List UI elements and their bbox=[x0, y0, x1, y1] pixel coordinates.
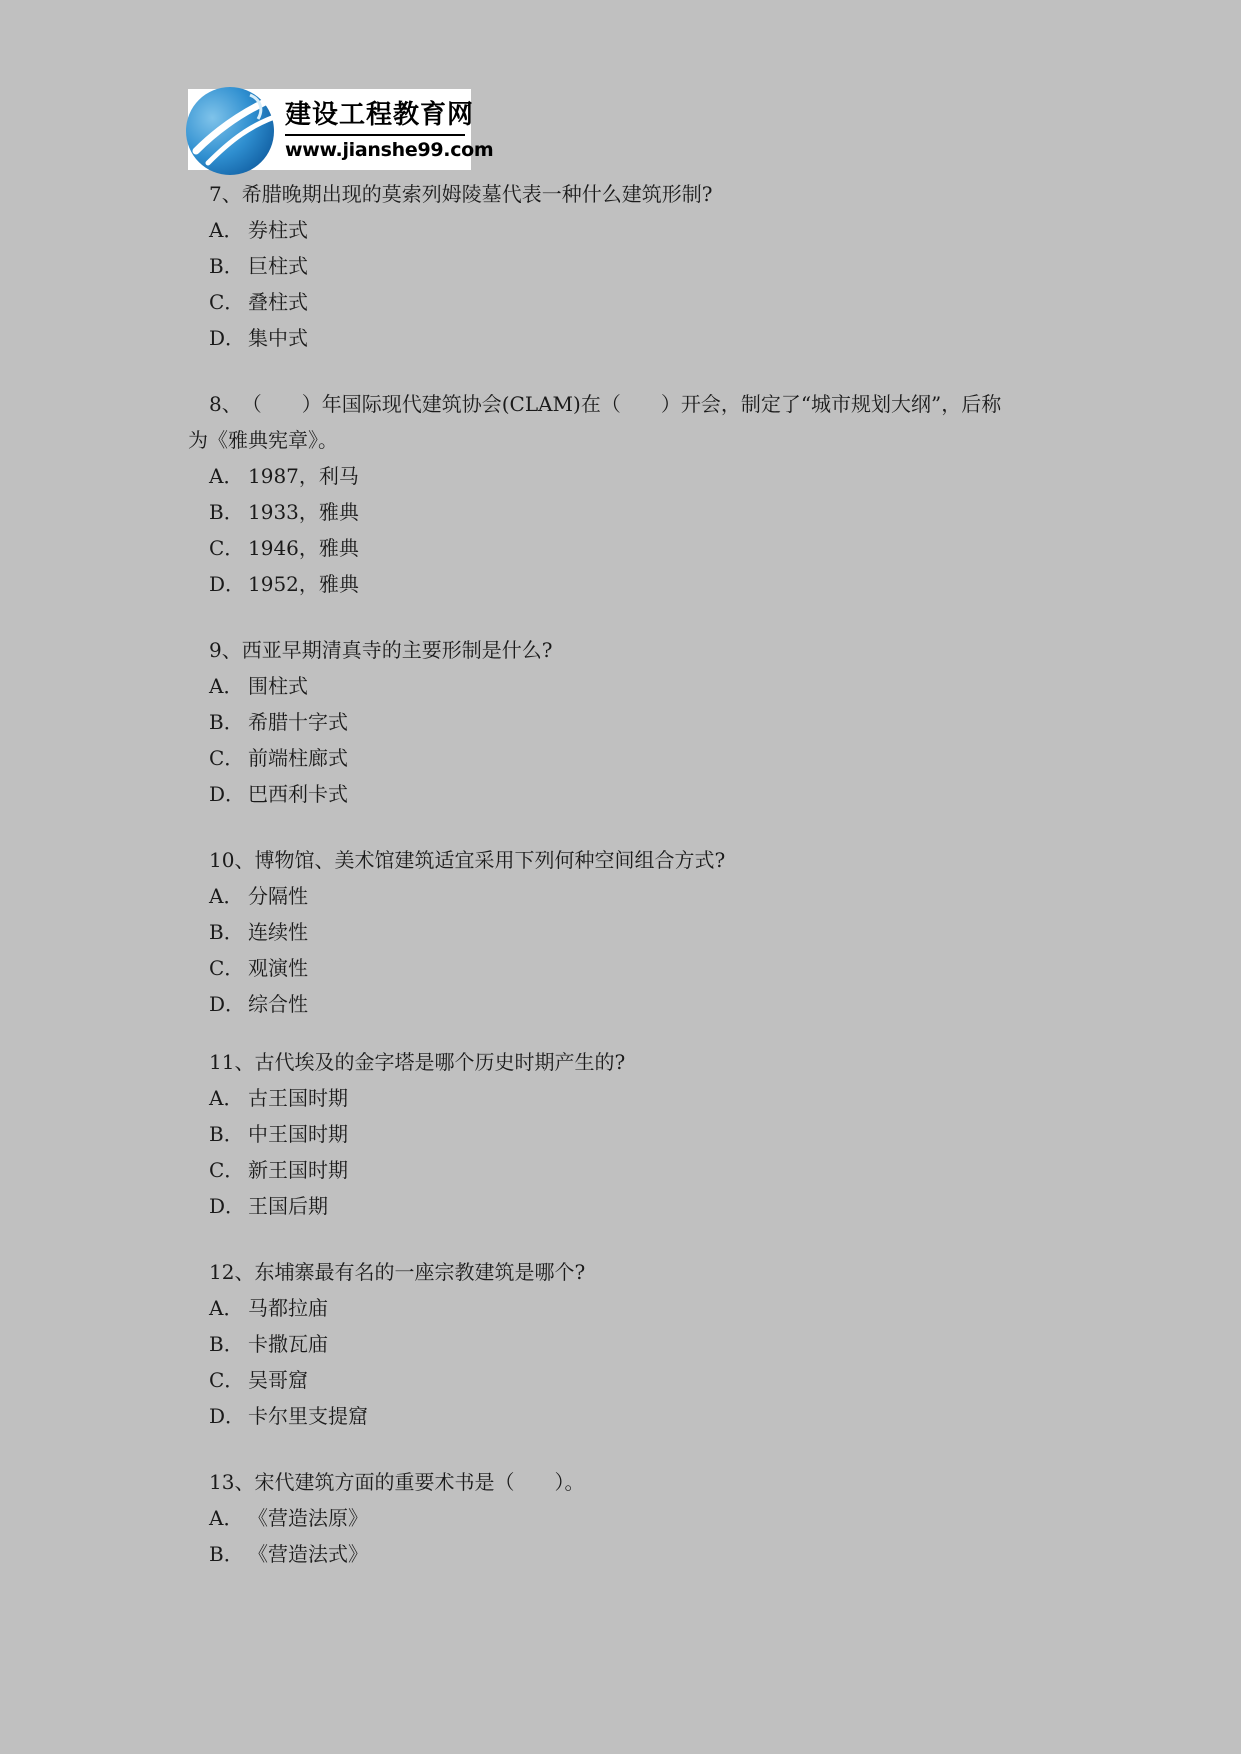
question-stem: 9、西亚早期清真寺的主要形制是什么? bbox=[209, 638, 553, 662]
question-10 bbox=[188, 842, 1058, 1022]
option-d[interactable] bbox=[188, 1188, 1058, 1224]
option-text: 观演性 bbox=[248, 956, 308, 980]
option-text: 巨柱式 bbox=[248, 254, 308, 278]
site-logo[interactable] bbox=[188, 89, 494, 170]
option-c[interactable] bbox=[188, 1362, 1058, 1398]
option-a[interactable] bbox=[188, 458, 1058, 494]
option-d[interactable] bbox=[188, 320, 1058, 356]
spacer bbox=[188, 1022, 1058, 1044]
option-c[interactable] bbox=[188, 284, 1058, 320]
option-letter: A． bbox=[209, 674, 244, 698]
option-letter: D． bbox=[209, 572, 246, 596]
option-text: 1987，利马 bbox=[248, 464, 359, 488]
option-text: 卡撒瓦庙 bbox=[248, 1332, 328, 1356]
question-stem: 8、 （ ）年国际现代建筑协会(CLAM)在（ ）开会，制定了“城市规划大纲”，后称 bbox=[209, 392, 1002, 416]
option-text: 希腊十字式 bbox=[248, 710, 348, 734]
option-b[interactable] bbox=[188, 1326, 1058, 1362]
option-text: 综合性 bbox=[248, 992, 308, 1016]
spacer bbox=[188, 1224, 1058, 1254]
option-b[interactable] bbox=[188, 1116, 1058, 1152]
option-letter: D． bbox=[209, 1404, 246, 1428]
option-text: 中王国时期 bbox=[248, 1122, 348, 1146]
option-text: 王国后期 bbox=[248, 1194, 328, 1218]
option-letter: C． bbox=[209, 746, 245, 770]
option-text: 吴哥窟 bbox=[248, 1368, 308, 1392]
option-d[interactable] bbox=[188, 1398, 1058, 1434]
option-letter: B． bbox=[209, 254, 244, 278]
option-b[interactable] bbox=[188, 914, 1058, 950]
option-letter: A． bbox=[209, 1086, 244, 1110]
option-b[interactable] bbox=[188, 494, 1058, 530]
option-c[interactable] bbox=[188, 950, 1058, 986]
option-letter: A． bbox=[209, 884, 244, 908]
option-b[interactable] bbox=[188, 704, 1058, 740]
question-9 bbox=[188, 632, 1058, 812]
option-a[interactable] bbox=[188, 1290, 1058, 1326]
logo-divider bbox=[285, 134, 465, 136]
option-letter: D． bbox=[209, 782, 246, 806]
option-letter: C． bbox=[209, 956, 245, 980]
option-letter: B． bbox=[209, 920, 244, 944]
spacer bbox=[188, 1434, 1058, 1464]
option-d[interactable] bbox=[188, 566, 1058, 602]
question-13 bbox=[188, 1464, 1058, 1572]
option-a[interactable] bbox=[188, 1500, 1058, 1536]
option-d[interactable] bbox=[188, 776, 1058, 812]
option-text: 分隔性 bbox=[248, 884, 308, 908]
spacer bbox=[188, 356, 1058, 386]
logo-swirl-icon bbox=[188, 89, 288, 170]
question-stem: 7、希腊晚期出现的莫索列姆陵墓代表一种什么建筑形制? bbox=[209, 182, 713, 206]
option-text: 马都拉庙 bbox=[248, 1296, 328, 1320]
option-a[interactable] bbox=[188, 1080, 1058, 1116]
option-a[interactable] bbox=[188, 212, 1058, 248]
question-11 bbox=[188, 1044, 1058, 1224]
question-stem: 11、古代埃及的金字塔是哪个历史时期产生的? bbox=[209, 1050, 626, 1074]
option-text: 卡尔里支提窟 bbox=[248, 1404, 368, 1428]
option-text: 连续性 bbox=[248, 920, 308, 944]
option-text: 券柱式 bbox=[248, 218, 308, 242]
option-text: 1933，雅典 bbox=[248, 500, 359, 524]
option-letter: A． bbox=[209, 218, 244, 242]
option-letter: C． bbox=[209, 290, 245, 314]
option-c[interactable] bbox=[188, 740, 1058, 776]
option-letter: B． bbox=[209, 710, 244, 734]
spacer bbox=[188, 812, 1058, 842]
option-letter: C． bbox=[209, 536, 245, 560]
option-text: 新王国时期 bbox=[248, 1158, 348, 1182]
option-letter: B． bbox=[209, 1542, 244, 1566]
option-d[interactable] bbox=[188, 986, 1058, 1022]
option-text: 前端柱廊式 bbox=[248, 746, 348, 770]
question-12 bbox=[188, 1254, 1058, 1434]
option-letter: B． bbox=[209, 1122, 244, 1146]
option-letter: D． bbox=[209, 1194, 246, 1218]
logo-url: www.jianshe99.com bbox=[285, 139, 494, 161]
option-text: 《营造法式》 bbox=[248, 1542, 368, 1566]
option-c[interactable] bbox=[188, 1152, 1058, 1188]
option-text: 叠柱式 bbox=[248, 290, 308, 314]
option-letter: C． bbox=[209, 1158, 245, 1182]
option-b[interactable] bbox=[188, 248, 1058, 284]
option-a[interactable] bbox=[188, 668, 1058, 704]
question-stem: 10、博物馆、美术馆建筑适宜采用下列何种空间组合方式? bbox=[209, 848, 726, 872]
option-text: 围柱式 bbox=[248, 674, 308, 698]
option-b[interactable] bbox=[188, 1536, 1058, 1572]
option-letter: A． bbox=[209, 1506, 244, 1530]
option-text: 《营造法原》 bbox=[248, 1506, 368, 1530]
option-c[interactable] bbox=[188, 530, 1058, 566]
option-letter: B． bbox=[209, 1332, 244, 1356]
option-letter: A． bbox=[209, 1296, 244, 1320]
question-list bbox=[188, 176, 1058, 1572]
question-7 bbox=[188, 176, 1058, 356]
question-stem: 12、东埔寨最有名的一座宗教建筑是哪个? bbox=[209, 1260, 586, 1284]
option-text: 古王国时期 bbox=[248, 1086, 348, 1110]
option-text: 巴西利卡式 bbox=[248, 782, 348, 806]
option-text: 1952，雅典 bbox=[248, 572, 359, 596]
option-letter: B． bbox=[209, 500, 244, 524]
option-text: 1946，雅典 bbox=[248, 536, 359, 560]
option-letter: D． bbox=[209, 326, 246, 350]
question-stem: 13、宋代建筑方面的重要术书是（ ）。 bbox=[209, 1470, 585, 1494]
option-letter: C． bbox=[209, 1368, 245, 1392]
logo-chinese-name: 建设工程教育网 bbox=[285, 100, 475, 130]
question-8 bbox=[188, 386, 1058, 602]
spacer bbox=[188, 602, 1058, 632]
option-letter: D． bbox=[209, 992, 246, 1016]
option-a[interactable] bbox=[188, 878, 1058, 914]
option-text: 集中式 bbox=[248, 326, 308, 350]
option-letter: A． bbox=[209, 464, 244, 488]
question-stem-continued: 为《雅典宪章》。 bbox=[188, 428, 338, 452]
